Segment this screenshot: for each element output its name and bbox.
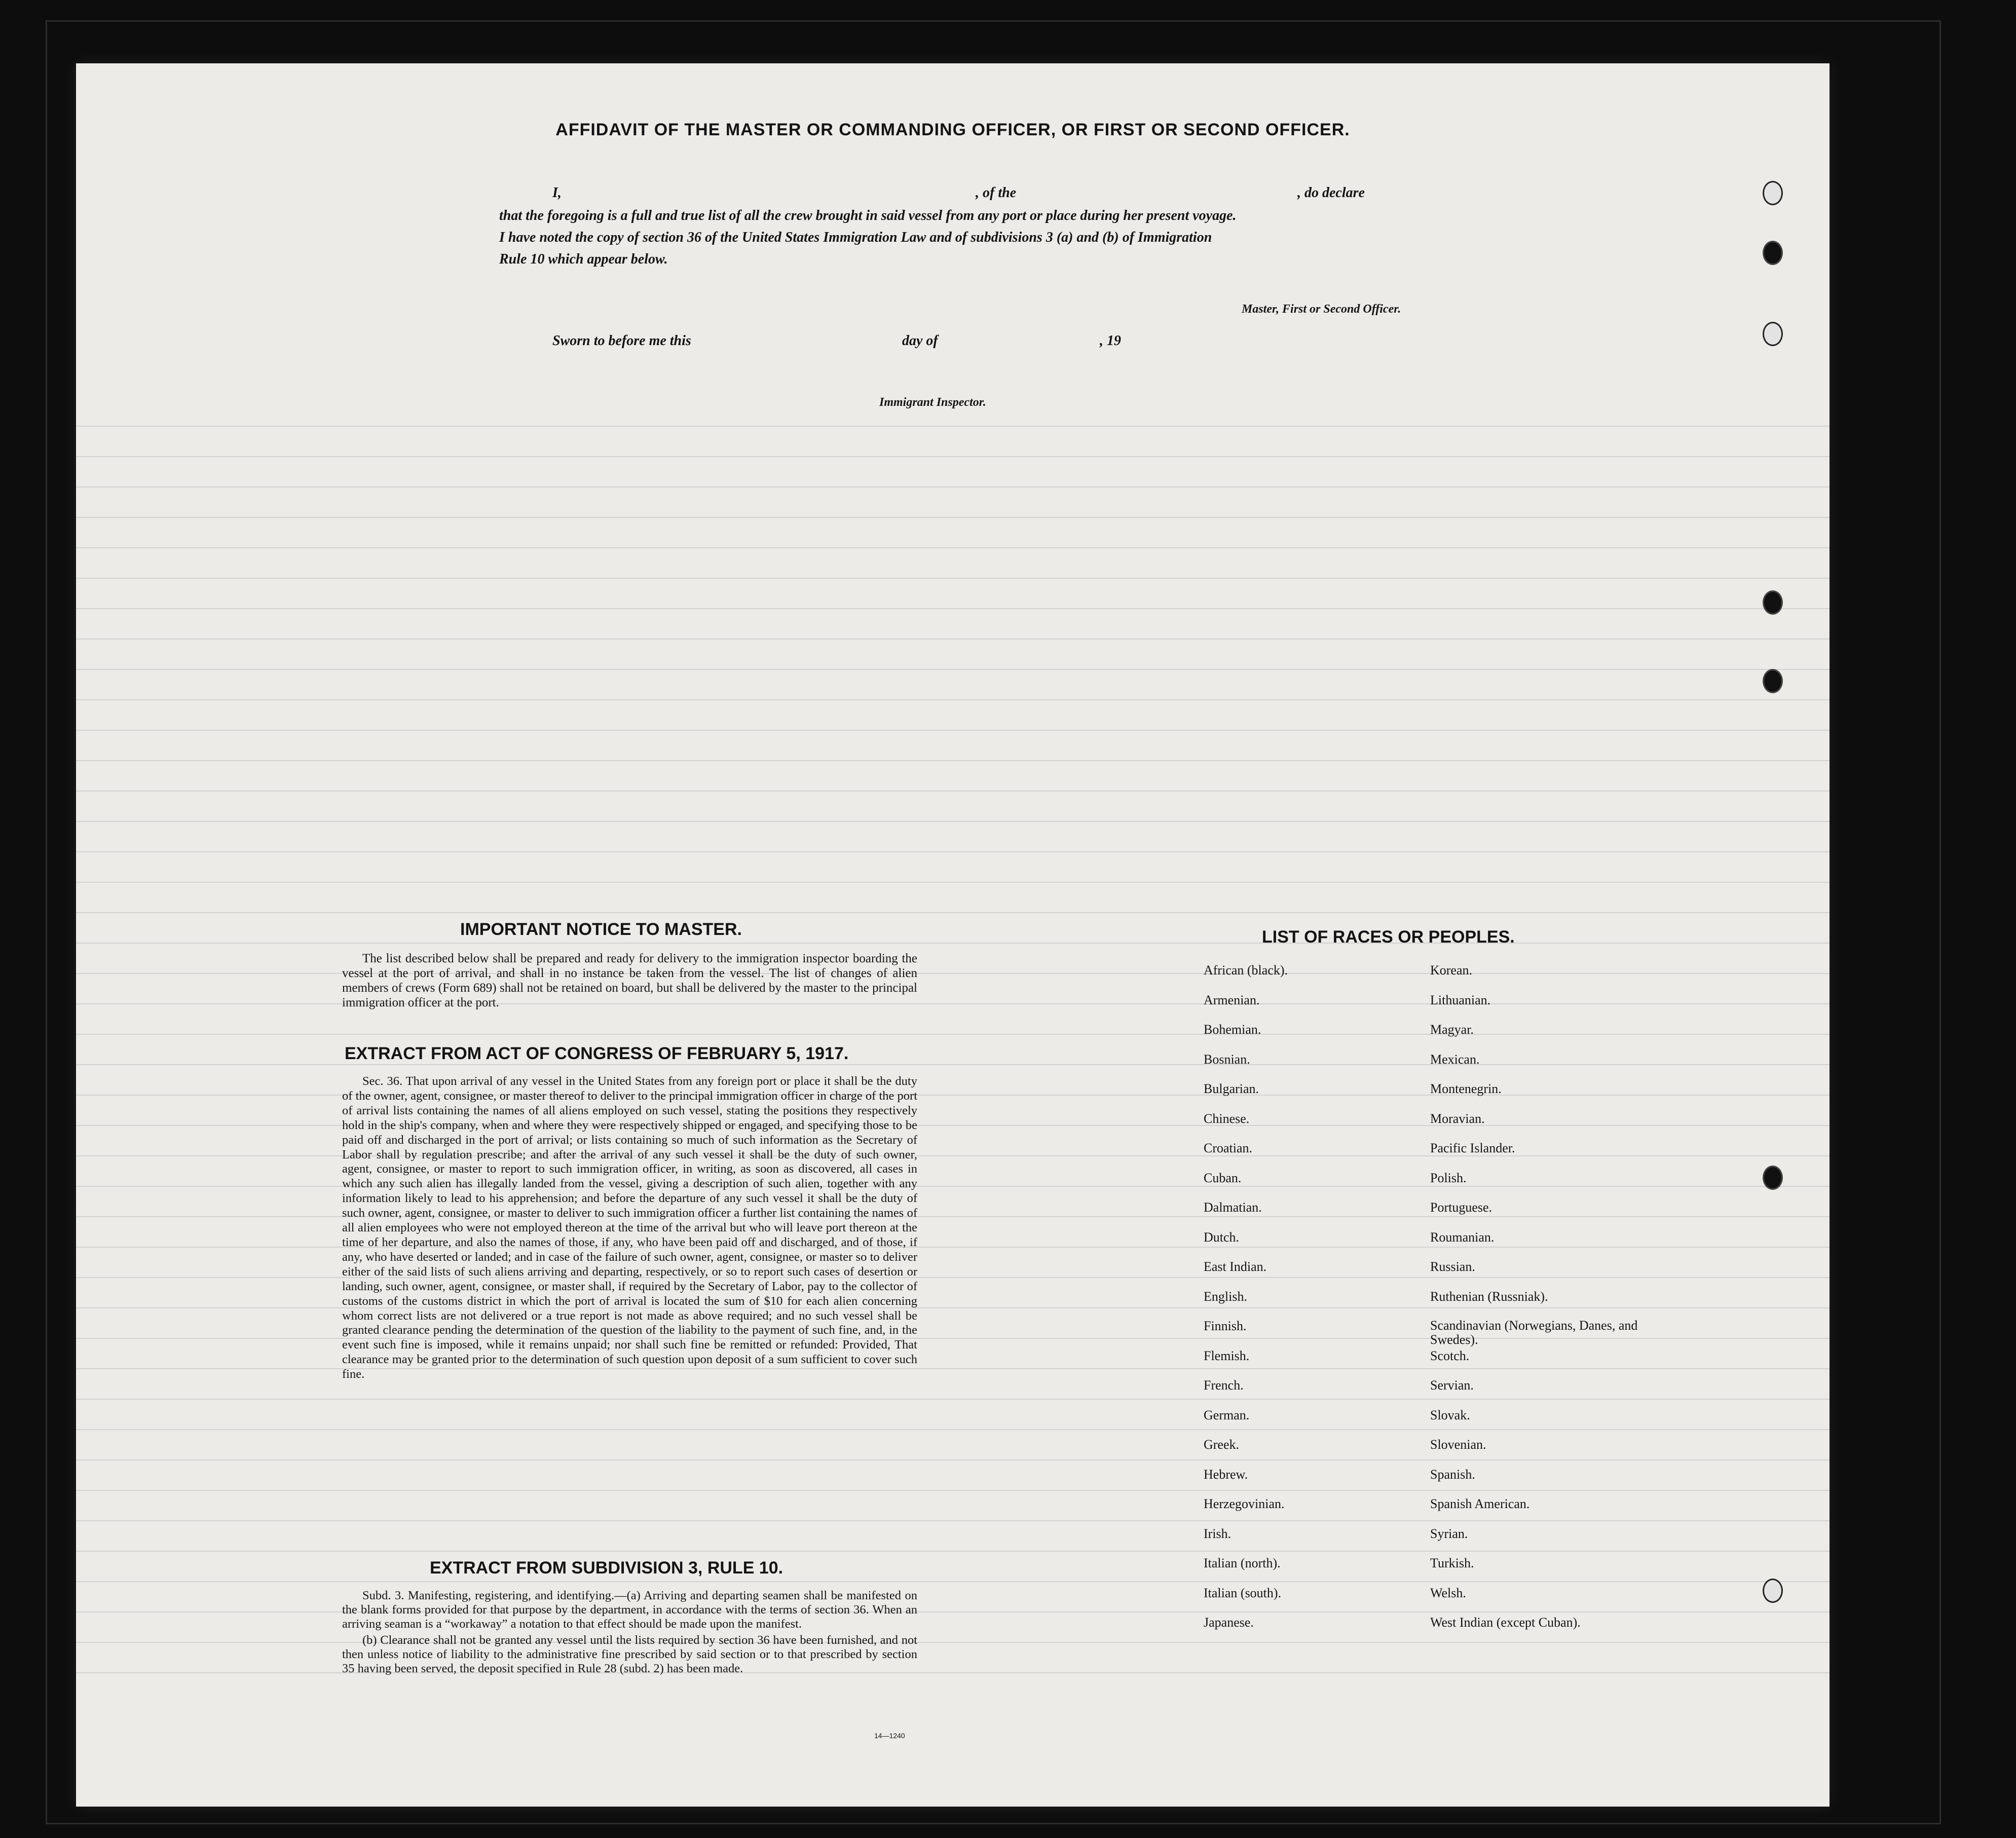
race-item: Lithuanian.	[1430, 992, 1491, 1007]
race-item: Welsh.	[1430, 1585, 1466, 1600]
race-item: Dalmatian.	[1204, 1200, 1262, 1215]
inspector-label: Immigrant Inspector.	[879, 396, 986, 409]
race-item: Irish.	[1204, 1526, 1231, 1541]
race-item: Spanish American.	[1430, 1496, 1530, 1511]
races-left-column	[1204, 963, 1427, 1645]
declarant-label: I,	[552, 185, 562, 201]
race-item: Cuban.	[1204, 1170, 1242, 1185]
race-item: French.	[1204, 1378, 1244, 1393]
master-signature-label: Master, First or Second Officer.	[1242, 303, 1401, 316]
punch-hole	[1763, 241, 1783, 265]
race-item: Roumanian.	[1430, 1229, 1495, 1245]
notice-title: IMPORTANT NOTICE TO MASTER.	[460, 920, 742, 939]
race-item: Armenian.	[1204, 992, 1260, 1007]
race-item: English.	[1204, 1289, 1247, 1304]
declare-label: , do declare	[1297, 185, 1365, 201]
day-of-label: day of	[902, 333, 938, 349]
declaration-line-3: I have noted the copy of section 36 of the United States Immigration Law and of subdivisions 3 (a) and (b) of Immigration	[499, 230, 1212, 245]
race-item: Montenegrin.	[1430, 1081, 1502, 1096]
race-item: Korean.	[1430, 963, 1473, 978]
race-item: Scandinavian (Norwegians, Danes, and Swedes).	[1430, 1318, 1638, 1347]
declaration-line-4: Rule 10 which appear below.	[499, 251, 668, 267]
notice-text: The list described below shall be prepared and ready for delivery to the immigration inspector boarding the vessel at the port of arrival, and shall in no instance be taken from the vessel. The list of changes of alien members of crews (Form 689) shall not be retained on board, but shall be delivered by the master to the principal immigration officer at the port.	[342, 952, 917, 1009]
race-item: Portuguese.	[1430, 1200, 1492, 1215]
races-right-column	[1430, 963, 1663, 1645]
rule-extract-title: EXTRACT FROM SUBDIVISION 3, RULE 10.	[430, 1558, 783, 1578]
race-item: Ruthenian (Russniak).	[1430, 1289, 1548, 1304]
affidavit-title: AFFIDAVIT OF THE MASTER OR COMMANDING OFFICER, OR FIRST OR SECOND OFFICER.	[555, 120, 1350, 139]
race-item: Slovenian.	[1430, 1437, 1486, 1452]
race-item: Turkish.	[1430, 1556, 1474, 1570]
race-item: East Indian.	[1204, 1259, 1267, 1274]
punch-hole	[1763, 1579, 1783, 1603]
declaration-line-2: that the foregoing is a full and true list of all the crew brought in said vessel from any port or place during her present voyage.	[499, 208, 1237, 223]
race-item: Chinese.	[1204, 1111, 1250, 1126]
race-item: Polish.	[1430, 1170, 1467, 1185]
punch-hole	[1763, 322, 1783, 346]
rule-paragraph-a: Subd. 3. Manifesting, registering, and identifying.—(a) Arriving and departing seamen shall be manifested on the blank forms provided for that purpose by the department, in accordance with the terms of section 36. When an arriving seaman is a “workaway” a notation to that effect should be made upon the manifest.	[342, 1589, 917, 1631]
race-item: Dutch.	[1204, 1229, 1240, 1245]
race-item: Italian (south).	[1204, 1585, 1282, 1600]
race-item: Syrian.	[1430, 1526, 1468, 1541]
race-item: Slovak.	[1430, 1407, 1470, 1422]
race-item: Herzegovinian.	[1204, 1496, 1285, 1511]
race-item: German.	[1204, 1407, 1250, 1422]
document-sheet	[76, 63, 1830, 1807]
form-number: 14—1240	[874, 1732, 905, 1740]
race-item: Italian (north).	[1204, 1556, 1281, 1570]
sworn-label: Sworn to before me this	[552, 333, 691, 349]
race-item: Servian.	[1430, 1378, 1474, 1393]
race-item: Magyar.	[1430, 1022, 1474, 1037]
race-item: West Indian (except Cuban).	[1430, 1615, 1581, 1630]
rule-extract-text	[342, 1589, 917, 1678]
race-item: Moravian.	[1430, 1111, 1485, 1126]
act-extract-text: Sec. 36. That upon arrival of any vessel in the United States from any foreign port or place it shall be the duty of the owner, agent, consignee, or master thereof to deliver to the principal immigration officer in charge of the port of arrival lists containing the names of all aliens employed on such vessel, stating the positions they respectively hold in the ship's company, when and where they were respectively shipped or engaged, and specifying those to be paid off and discharged in the port of arrival; or lists containing so much of such information as the Secretary of Labor shall by regulation prescribe; and after the arrival of any such vessel it shall be the duty of such owner, agent, consignee, or master to report to such immigration officer, in writing, as soon as discovered, all cases in which any such alien has illegally landed from the vessel, giving a description of such alien, together with any information likely to lead to his apprehension; and before the departure of any such vessel it shall be the duty of such owner, agent, consignee, or master to deliver to such immigration officer a further list containing the names of all alien employees who were not employed thereon at the time of the arrival but who will leave port thereon at the time of her departure, and also the names of those, if any, who have been paid off and discharged, and of those, if any, who have deserted or landed; and in case of the failure of such owner, agent, consignee, or master so to deliver either of the said lists of such aliens arriving and departing, respectively, or so to report such cases of desertion or landing, such owner, agent, consignee, or master shall, if required by the Secretary of Labor, pay to the collector of customs of the customs district in which the port of arrival is located the sum of $10 for each alien concerning whom correct lists are not delivered or a true report is not made as above required; and no such vessel shall be granted clearance pending the determination of the question of the liability to the payment of such fine, and, in the event such fine is imposed, while it remains unpaid; nor shall such fine be remitted or refunded: Provided, That clearance may be granted prior to the determination of such question upon deposit of a sum sufficient to cover such fine.	[342, 1074, 917, 1381]
race-item: African (black).	[1204, 963, 1288, 978]
race-item: Russian.	[1430, 1259, 1475, 1274]
race-item: Croatian.	[1204, 1141, 1253, 1155]
race-item: Greek.	[1204, 1437, 1240, 1452]
punch-hole	[1763, 1166, 1783, 1190]
rule-paragraph-b: (b) Clearance shall not be granted any vessel until the lists required by section 36 have been furnished, and not then unless notice of liability to the administrative fine prescribed by said section or to that prescribed by section 35 having been served, the deposit specified in Rule 28 (subd. 2) has been made.	[342, 1633, 917, 1675]
race-item: Pacific Islander.	[1430, 1141, 1515, 1155]
race-item: Finnish.	[1204, 1319, 1247, 1333]
race-item: Scotch.	[1430, 1348, 1470, 1363]
race-item: Hebrew.	[1204, 1467, 1248, 1482]
punch-hole	[1763, 181, 1783, 205]
race-item: Bohemian.	[1204, 1022, 1261, 1037]
race-item: Bulgarian.	[1204, 1081, 1259, 1096]
race-item: Spanish.	[1430, 1467, 1475, 1482]
race-item: Bosnian.	[1204, 1052, 1250, 1067]
race-item: Japanese.	[1204, 1615, 1254, 1630]
punch-hole	[1763, 590, 1783, 615]
vessel-label: , of the	[976, 185, 1017, 201]
year-label: , 19	[1100, 333, 1121, 349]
race-item: Flemish.	[1204, 1348, 1250, 1363]
race-item: Mexican.	[1430, 1052, 1480, 1067]
races-title: LIST OF RACES OR PEOPLES.	[1262, 927, 1515, 947]
punch-hole	[1763, 669, 1783, 693]
act-extract-title: EXTRACT FROM ACT OF CONGRESS OF FEBRUARY 5, 1917.	[345, 1044, 849, 1063]
